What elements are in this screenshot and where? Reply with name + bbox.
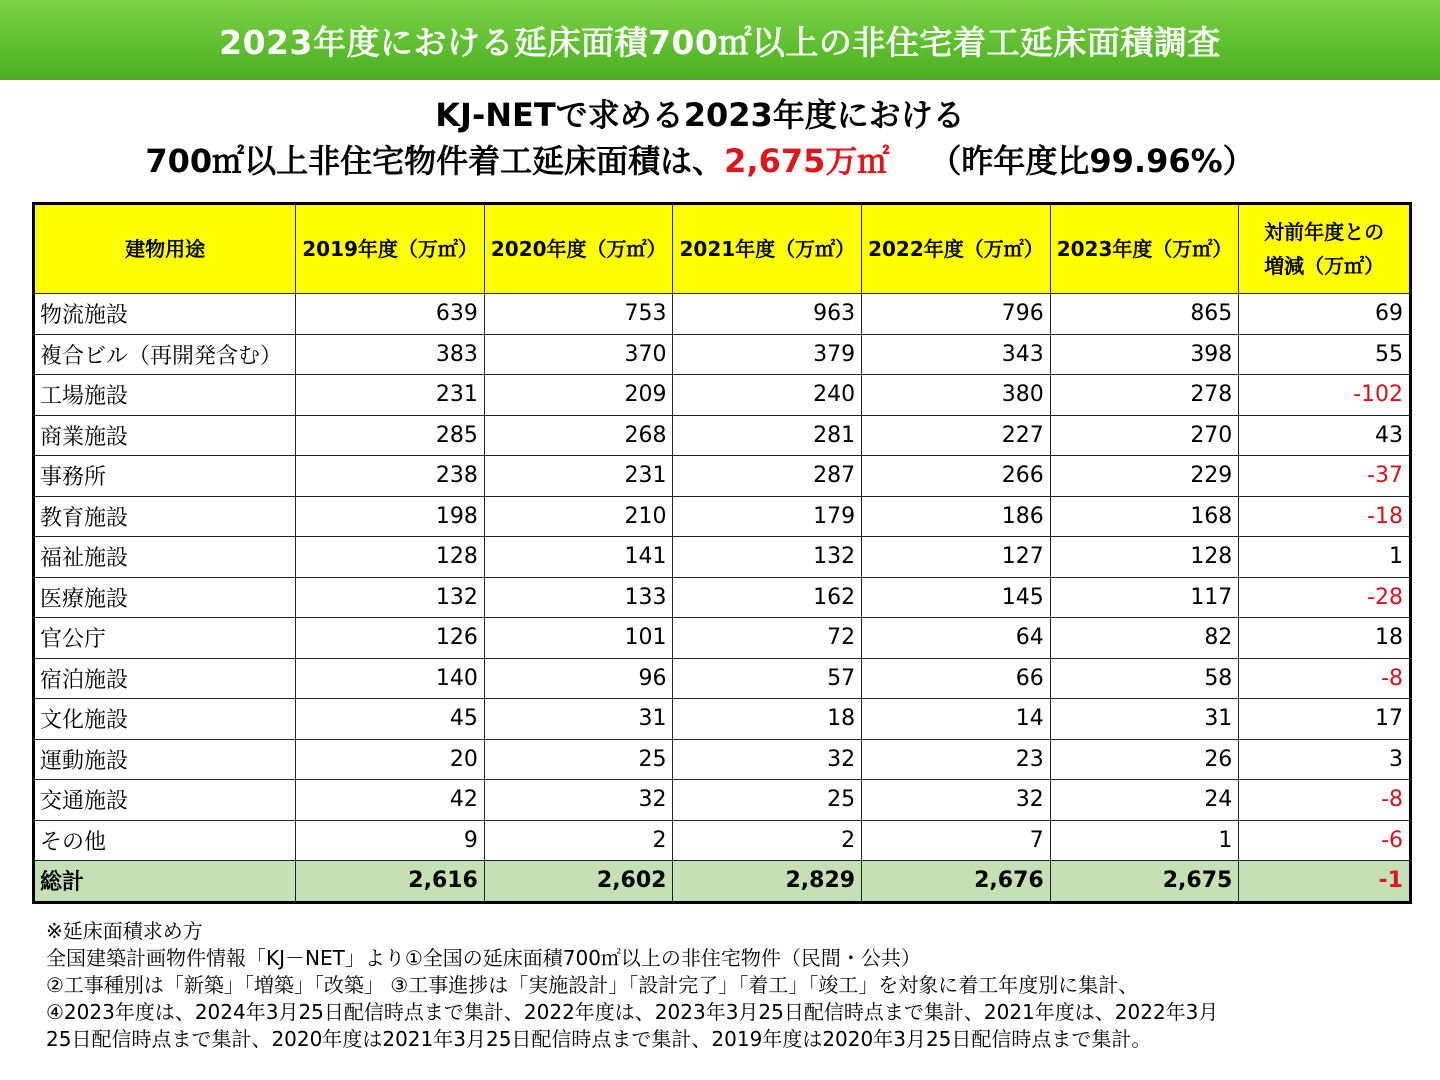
table-header-row	[34, 204, 1411, 294]
value-cell: -102	[1239, 375, 1411, 416]
title-banner	[0, 0, 1440, 80]
value-cell: 198	[296, 496, 485, 537]
header-cell: 2023年度（万㎡）	[1050, 204, 1239, 294]
category-cell: 官公庁	[34, 618, 296, 659]
value-cell: 32	[484, 780, 673, 821]
value-cell: 639	[296, 294, 485, 335]
value-cell: 128	[1050, 537, 1239, 578]
value-cell: 132	[296, 577, 485, 618]
table-row	[34, 820, 1411, 861]
value-cell: -28	[1239, 577, 1411, 618]
value-cell: 26	[1050, 739, 1239, 780]
table-row	[34, 375, 1411, 416]
page-title: 2023年度における延床面積700㎡以上の非住宅着工延床面積調査	[219, 22, 1221, 62]
value-cell: 963	[673, 294, 862, 335]
value-cell: 72	[673, 618, 862, 659]
value-cell: 43	[1239, 415, 1411, 456]
value-cell: 101	[484, 618, 673, 659]
value-cell: 141	[484, 537, 673, 578]
table-row	[34, 456, 1411, 497]
value-cell: 9	[296, 820, 485, 861]
value-cell: 82	[1050, 618, 1239, 659]
category-cell: 福祉施設	[34, 537, 296, 578]
table-row	[34, 658, 1411, 699]
header-cell: 2020年度（万㎡）	[484, 204, 673, 294]
value-cell: 32	[673, 739, 862, 780]
header-cell-change	[1239, 204, 1411, 294]
value-cell: 379	[673, 334, 862, 375]
category-cell: 教育施設	[34, 496, 296, 537]
total-value: 2,676	[862, 861, 1051, 903]
value-cell: 132	[673, 537, 862, 578]
value-cell: 20	[296, 739, 485, 780]
table-row	[34, 294, 1411, 335]
value-cell: 25	[673, 780, 862, 821]
table-row	[34, 537, 1411, 578]
value-cell: 145	[862, 577, 1051, 618]
headline-line1: KJ-NETで求める2023年度における	[435, 96, 965, 134]
note-line: ※延床面積求め方	[46, 919, 203, 943]
category-cell: 商業施設	[34, 415, 296, 456]
value-cell: 229	[1050, 456, 1239, 497]
table-row	[34, 618, 1411, 659]
note-line: ②工事種別は「新築」「増築」「改築」 ③工事進捗は「実施設計」「設計完了」「着工」「竣工」を対象に着工年度別に集計、	[46, 973, 1139, 997]
category-cell: 工場施設	[34, 375, 296, 416]
value-cell: 66	[862, 658, 1051, 699]
value-cell: -18	[1239, 496, 1411, 537]
note-line: 25日配信時点まで集計、2020年度は2021年3月25日配信時点まで集計、2019年度は2020年3月25日配信時点まで集計。	[46, 1027, 1152, 1051]
category-cell: その他	[34, 820, 296, 861]
category-cell: 事務所	[34, 456, 296, 497]
value-cell: 2	[484, 820, 673, 861]
value-cell: 1	[1050, 820, 1239, 861]
note-line: 全国建築計画物件情報「KJ－NET」より①全国の延床面積700㎡以上の非住宅物件（民間・公共）	[46, 946, 921, 970]
value-cell: 126	[296, 618, 485, 659]
value-cell: -6	[1239, 820, 1411, 861]
value-cell: 162	[673, 577, 862, 618]
value-cell: 370	[484, 334, 673, 375]
value-cell: 865	[1050, 294, 1239, 335]
value-cell: 238	[296, 456, 485, 497]
notes	[46, 918, 1406, 1053]
value-cell: 128	[296, 537, 485, 578]
value-cell: 31	[1050, 699, 1239, 740]
value-cell: 278	[1050, 375, 1239, 416]
category-cell: 宿泊施設	[34, 658, 296, 699]
value-cell: 753	[484, 294, 673, 335]
floor-area-table	[32, 202, 1412, 904]
table-row	[34, 577, 1411, 618]
value-cell: 179	[673, 496, 862, 537]
value-cell: -8	[1239, 658, 1411, 699]
value-cell: 398	[1050, 334, 1239, 375]
total-value: 2,675	[1050, 861, 1239, 903]
value-cell: 133	[484, 577, 673, 618]
value-cell: 25	[484, 739, 673, 780]
value-cell: 24	[1050, 780, 1239, 821]
table-row	[34, 739, 1411, 780]
value-cell: 18	[1239, 618, 1411, 659]
headline-line2	[0, 138, 1400, 184]
category-cell: 交通施設	[34, 780, 296, 821]
value-cell: 268	[484, 415, 673, 456]
value-cell: 117	[1050, 577, 1239, 618]
total-value: 2,602	[484, 861, 673, 903]
value-cell: 17	[1239, 699, 1411, 740]
value-cell: 127	[862, 537, 1051, 578]
category-cell: 医療施設	[34, 577, 296, 618]
note-line: ④2023年度は、2024年3月25日配信時点まで集計、2022年度は、2023年3月25日配信時点まで集計、2021年度は、2022年3月	[46, 1000, 1219, 1024]
value-cell: 231	[296, 375, 485, 416]
total-value: -1	[1239, 861, 1411, 903]
value-cell: 140	[296, 658, 485, 699]
table-row	[34, 780, 1411, 821]
headline	[0, 92, 1400, 184]
value-cell: 231	[484, 456, 673, 497]
table-row	[34, 415, 1411, 456]
value-cell: 1	[1239, 537, 1411, 578]
total-value: 2,829	[673, 861, 862, 903]
value-cell: 383	[296, 334, 485, 375]
header-change-line1: 対前年度との	[1264, 220, 1385, 244]
value-cell: 55	[1239, 334, 1411, 375]
value-cell: 45	[296, 699, 485, 740]
value-cell: 287	[673, 456, 862, 497]
value-cell: 796	[862, 294, 1051, 335]
value-cell: -8	[1239, 780, 1411, 821]
total-value: 2,616	[296, 861, 485, 903]
category-cell: 複合ビル（再開発含む）	[34, 334, 296, 375]
table-body	[34, 294, 1411, 903]
headline-ratio: （昨年度比99.96%）	[929, 142, 1255, 180]
value-cell: 227	[862, 415, 1051, 456]
value-cell: 31	[484, 699, 673, 740]
value-cell: 285	[296, 415, 485, 456]
value-cell: 186	[862, 496, 1051, 537]
value-cell: 32	[862, 780, 1051, 821]
header-cell: 建物用途	[34, 204, 296, 294]
value-cell: 69	[1239, 294, 1411, 335]
total-label: 総計	[34, 861, 296, 903]
value-cell: 58	[1050, 658, 1239, 699]
value-cell: 281	[673, 415, 862, 456]
value-cell: 3	[1239, 739, 1411, 780]
value-cell: 14	[862, 699, 1051, 740]
value-cell: 57	[673, 658, 862, 699]
headline-prefix: 700㎡以上非住宅物件着工延床面積は、	[145, 142, 725, 180]
headline-total-value: 2,675万㎡	[724, 142, 890, 180]
value-cell: 18	[673, 699, 862, 740]
value-cell: 64	[862, 618, 1051, 659]
value-cell: 2	[673, 820, 862, 861]
header-change-line2: 増減（万㎡）	[1264, 254, 1385, 278]
header-cell: 2021年度（万㎡）	[673, 204, 862, 294]
value-cell: 210	[484, 496, 673, 537]
category-cell: 物流施設	[34, 294, 296, 335]
table-row	[34, 699, 1411, 740]
value-cell: 380	[862, 375, 1051, 416]
category-cell: 運動施設	[34, 739, 296, 780]
value-cell: 23	[862, 739, 1051, 780]
table-row	[34, 496, 1411, 537]
value-cell: 42	[296, 780, 485, 821]
category-cell: 文化施設	[34, 699, 296, 740]
value-cell: -37	[1239, 456, 1411, 497]
value-cell: 266	[862, 456, 1051, 497]
header-cell: 2019年度（万㎡）	[296, 204, 485, 294]
table-row	[34, 334, 1411, 375]
header-cell: 2022年度（万㎡）	[862, 204, 1051, 294]
value-cell: 168	[1050, 496, 1239, 537]
value-cell: 209	[484, 375, 673, 416]
total-row	[34, 861, 1411, 903]
value-cell: 96	[484, 658, 673, 699]
value-cell: 343	[862, 334, 1051, 375]
value-cell: 7	[862, 820, 1051, 861]
value-cell: 240	[673, 375, 862, 416]
value-cell: 270	[1050, 415, 1239, 456]
